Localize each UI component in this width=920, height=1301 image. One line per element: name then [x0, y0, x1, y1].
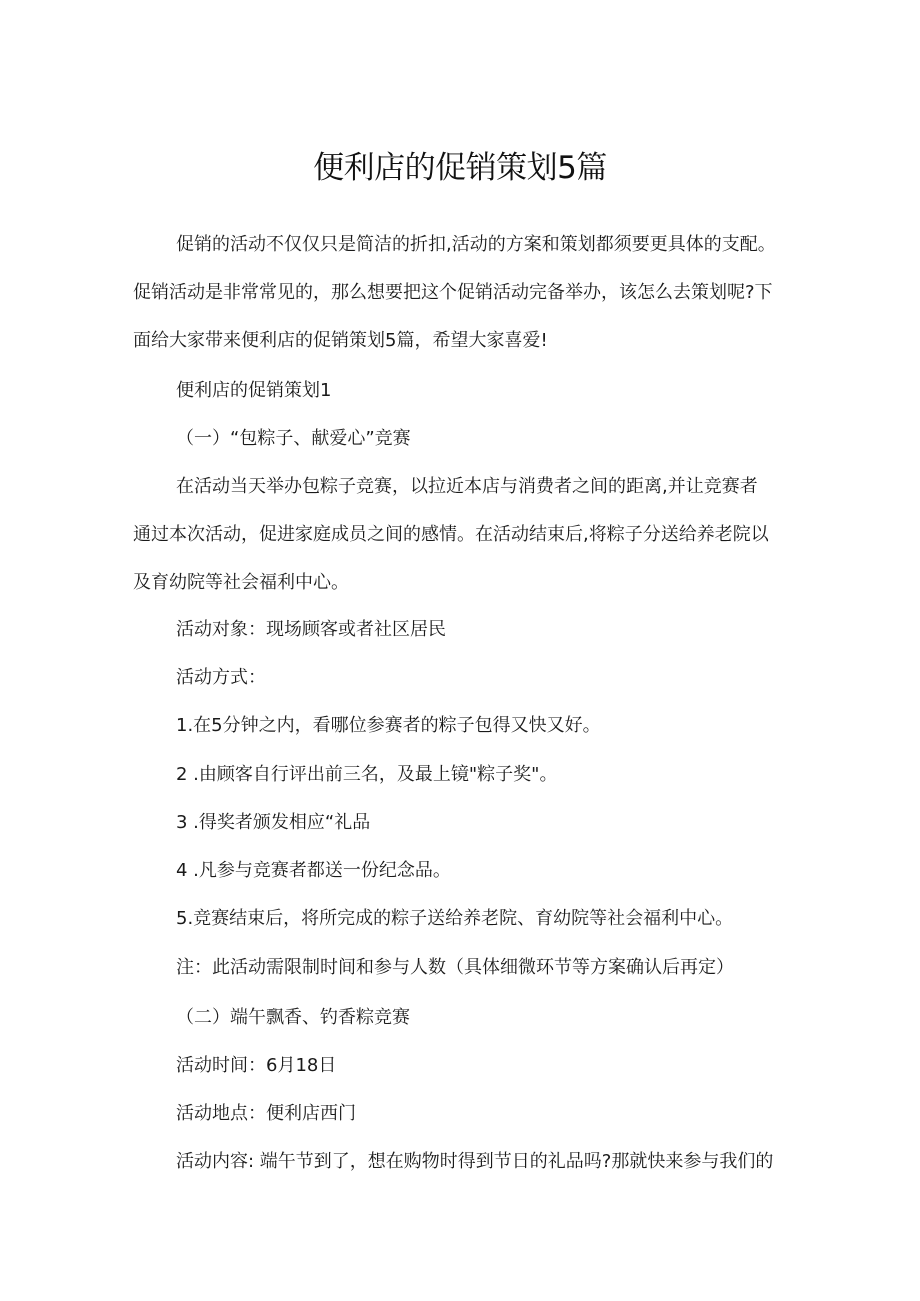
intro-line-1: 促销的活动不仅仅只是简洁的折扣,活动的方案和策划都须要更具体的支配。: [176, 234, 776, 255]
part1-heading: （一）“包粽子、献爱心”竞赛: [176, 428, 411, 449]
part1-description-line-2: 通过本次活动，促进家庭成员之间的感情。在活动结束后,将粽子分送给养老院以: [133, 524, 769, 545]
intro-line-3: 面给大家带来便利店的促销策划5篇，希望大家喜爱!: [133, 330, 548, 351]
part1-step-4: 4 .凡参与竞赛者都送一份纪念品。: [176, 860, 451, 881]
part2-heading: （二）端午飘香、钓香粽竞赛: [176, 1007, 410, 1028]
part1-method-label: 活动方式：: [176, 667, 266, 688]
part1-description-line-3: 及育幼院等社会福利中心。: [133, 572, 349, 593]
part1-step-5: 5.竞赛结束后，将所完成的粽子送给养老院、育幼院等社会福利中心。: [176, 908, 734, 929]
document-title: 便利店的促销策划5篇: [313, 150, 607, 186]
part1-note: 注：此活动需限制时间和参与人数（具体细微环节等方案确认后再定）: [176, 957, 734, 978]
part2-content: 活动内容: 端午节到了，想在购物时得到节日的礼品吗?那就快来参与我们的: [176, 1151, 774, 1172]
section-heading: 便利店的促销策划1: [176, 380, 332, 401]
part1-step-3: 3 .得奖者颁发相应“礼品: [176, 812, 371, 833]
part2-time: 活动时间：6月18日: [176, 1055, 337, 1076]
part1-description-line-1: 在活动当天举办包粽子竞赛，以拉近本店与消费者之间的距离,并让竞赛者: [176, 476, 758, 497]
part1-step-1: 1.在5分钟之内，看哪位参赛者的粽子包得又快又好。: [176, 715, 601, 736]
intro-line-2: 促销活动是非常常见的，那么想要把这个促销活动完备举办，该怎么去策划呢?下: [133, 282, 773, 303]
part1-step-2: 2 .由顾客自行评出前三名，及最上镜"粽子奖"。: [176, 764, 558, 785]
part1-target: 活动对象：现场顾客或者社区居民: [176, 619, 446, 640]
part2-place: 活动地点：便利店西门: [176, 1103, 356, 1124]
